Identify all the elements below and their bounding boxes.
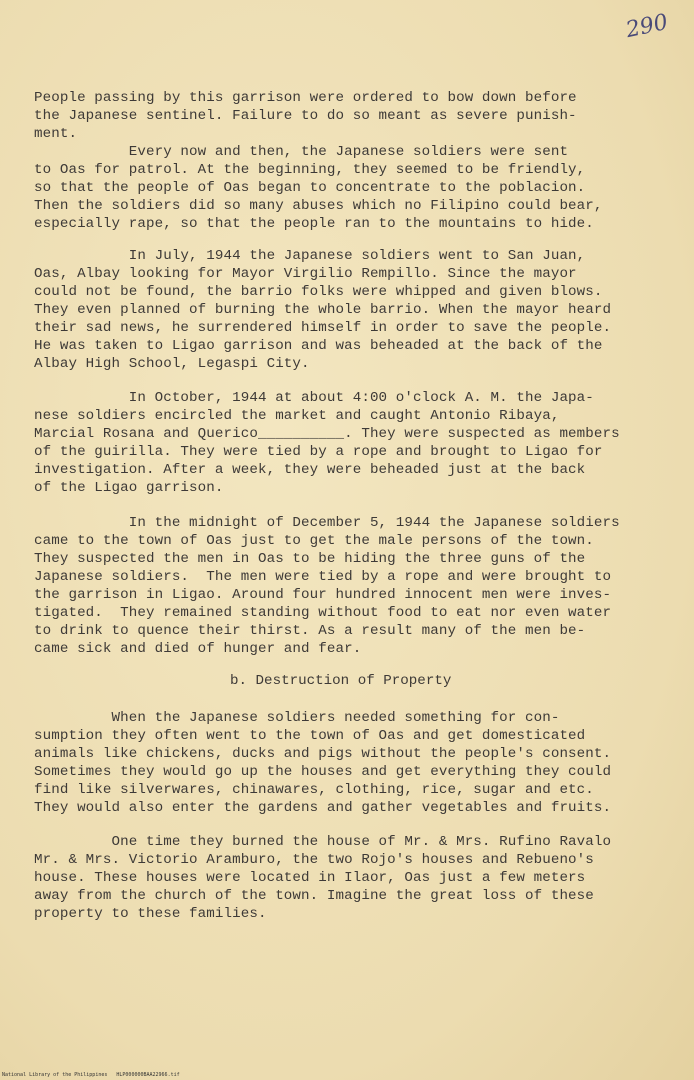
text-line: In the midnight of December 5, 1944 the Japanese soldiers <box>34 515 620 531</box>
text-line: ment. <box>34 126 78 142</box>
text-line: of the guirilla. They were tied by a rope and brought to Ligao for <box>34 444 603 460</box>
text-line: Japanese soldiers. The men were tied by a rope and were brought to <box>34 569 612 585</box>
text-line: the Japanese sentinel. Failure to do so meant as severe punish- <box>34 108 577 124</box>
text-line: so that the people of Oas began to concentrate to the poblacion. <box>34 180 586 196</box>
text-line: Marcial Rosana and Querico__________. They were suspected as members <box>34 426 620 442</box>
text-line: Every now and then, the Japanese soldiers were sent <box>34 144 569 160</box>
text-line: He was taken to Ligao garrison and was beheaded at the back of the <box>34 338 603 354</box>
text-line: People passing by this garrison were ordered to bow down before <box>34 90 577 106</box>
text-line: Oas, Albay looking for Mayor Virgilio Rempillo. Since the mayor <box>34 266 577 282</box>
text-line: away from the church of the town. Imagine the great loss of these <box>34 888 594 904</box>
text-line: One time they burned the house of Mr. & Mrs. Rufino Ravalo <box>34 834 612 850</box>
text-line: of the Ligao garrison. <box>34 480 224 496</box>
text-line: the garrison in Ligao. Around four hundred innocent men were inves- <box>34 587 612 603</box>
text-line: could not be found, the barrio folks were whipped and given blows. <box>34 284 603 300</box>
text-line: Sometimes they would go up the houses and get everything they could <box>34 764 612 780</box>
text-line: They even planned of burning the whole barrio. When the mayor heard <box>34 302 612 318</box>
section-heading: b. Destruction of Property <box>230 673 452 689</box>
text-line: animals like chickens, ducks and pigs without the people's consent. <box>34 746 612 762</box>
text-line: nese soldiers encircled the market and caught Antonio Ribaya, <box>34 408 560 424</box>
text-line: find like silverwares, chinawares, clothing, rice, sugar and etc. <box>34 782 594 798</box>
text-line: house. These houses were located in Ilaor, Oas just a few meters <box>34 870 586 886</box>
page-number: 290 <box>623 9 671 44</box>
text-line: investigation. After a week, they were beheaded just at the back <box>34 462 586 478</box>
text-line: Mr. & Mrs. Victorio Aramburo, the two Rojo's houses and Rebueno's <box>34 852 594 868</box>
text-line: Then the soldiers did so many abuses which no Filipino could bear, <box>34 198 603 214</box>
text-line: came to the town of Oas just to get the male persons of the town. <box>34 533 594 549</box>
text-line: tigated. They remained standing without food to eat nor even water <box>34 605 612 621</box>
text-line: to drink to quence their thirst. As a result many of the men be- <box>34 623 586 639</box>
text-line: They would also enter the gardens and gather vegetables and fruits. <box>34 800 612 816</box>
text-line: property to these families. <box>34 906 267 922</box>
text-line: In October, 1944 at about 4:00 o'clock A. M. the Japa- <box>34 390 594 406</box>
text-line: to Oas for patrol. At the beginning, they seemed to be friendly, <box>34 162 586 178</box>
text-line: In July, 1944 the Japanese soldiers went to San Juan, <box>34 248 586 264</box>
text-line: Albay High School, Legaspi City. <box>34 356 310 372</box>
text-line: came sick and died of hunger and fear. <box>34 641 362 657</box>
text-line: When the Japanese soldiers needed something for con- <box>34 710 560 726</box>
scan-footer: National Library of the Philippines HLP000000BAA22966.tif <box>2 1072 180 1078</box>
text-line: sumption they often went to the town of Oas and get domesticated <box>34 728 586 744</box>
text-line: their sad news, he surrendered himself in order to save the people. <box>34 320 612 336</box>
text-line: They suspected the men in Oas to be hiding the three guns of the <box>34 551 586 567</box>
text-line: especially rape, so that the people ran to the mountains to hide. <box>34 216 594 232</box>
